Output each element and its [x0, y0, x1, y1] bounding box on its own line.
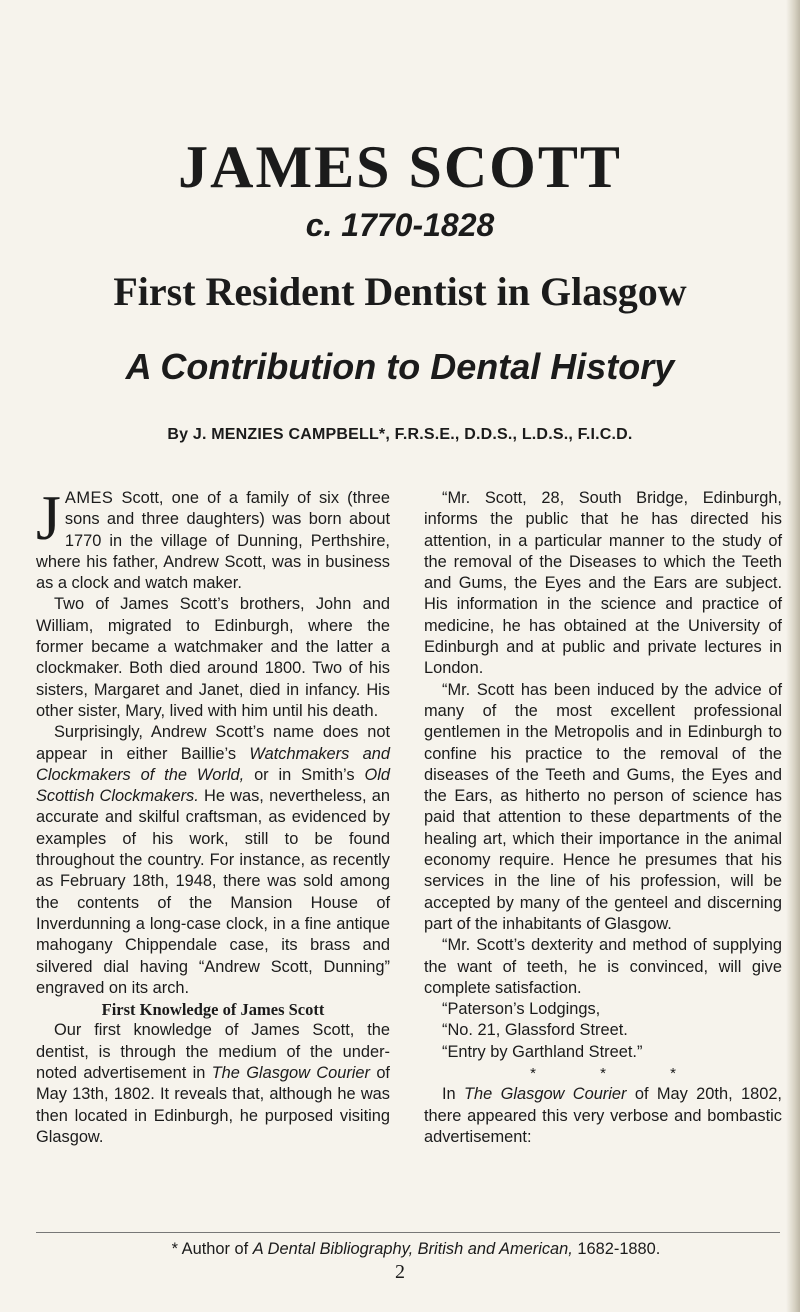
footnote: [36, 1238, 796, 1260]
advert-paragraph-3: “Mr. Scott’s dexterity and method of supplying the want of teeth, he is convinced, will give complete satisfaction.: [424, 936, 782, 997]
text-span: He was, nevertheless, an accurate and skilful craftsman, as evidenced by examples of his work, still to be found throughout the country. For instance, as recently as February 18th, 1948, there was sold among the contents of the Mansion House of Inverdunning a long-case clock, in a fine antique mahogany Chippendale case, its brass and silvered dial having “Andrew Scott, Dunning” engraved on its arch.: [36, 787, 390, 997]
paragraph-intro: [36, 482, 390, 594]
text-span: In: [442, 1085, 465, 1104]
author-byline: By J. MENZIES CAMPBELL*, F.R.S.E., D.D.S., L.D.S., F.I.C.D.: [167, 426, 633, 443]
footnote-rule: [36, 1232, 780, 1233]
article-dates: c. 1770-1828: [305, 207, 495, 243]
footnote-book-title: A Dental Bibliography, British and American,: [252, 1240, 573, 1258]
advert-paragraph-2: “Mr. Scott has been induced by the advice of many of the most excellent professional gentlemen in the Metropolis and in Edinburgh to confine his practice to the removal of the diseases of the Teeth and Gums, the Eyes and the Ears, as hitherto no person of science has paid that attention to these departments of the healing art, which their importance in the animal economy require. Hence he presumes that his services in the line of his profession, will be accepted by many of the genteel and discerning part of the inhabitants of Glasgow.: [424, 680, 782, 933]
advert-paragraph-1: “Mr. Scott, 28, South Bridge, Edinburgh, informs the public that he has directed his attention, in a particular manner to the study of the removal of the Diseases to which the Teeth and Gums, the Eyes and the Ears are subject. His information in the science and practice of medicine, he has obtained at the University of Edinburgh and at public and private lectures in London.: [424, 489, 782, 678]
footnote-text: * Author of: [171, 1240, 253, 1258]
advert-address-1: “Paterson’s Lodgings,: [442, 1000, 601, 1019]
text-span: Our first knowledge of James Scott, the dentist, is through the medium of the under-noted advertisement in: [36, 1021, 390, 1083]
newspaper-title: The Glasgow Courier: [464, 1085, 627, 1104]
text-span: Surprisingly, Andrew Scott’s name does not appear in either Baillie’s: [36, 723, 390, 763]
page-number: 2: [395, 1261, 405, 1283]
paragraph-second-advert: [424, 1084, 782, 1148]
text-span: of May 20th, 1802, there appeared this very verbose and bombastic advertisement:: [424, 1085, 782, 1146]
newspaper-title: The Glasgow Courier: [211, 1064, 371, 1083]
section-break-stars: * * *: [530, 1065, 706, 1083]
intro-text: Scott, one of a family of six (three sons and three daughters) was born about 1770 in the village of Dunning, Perthshire, where his father, Andrew Scott, was in business as a clock and watch maker.: [36, 489, 390, 593]
right-column: [424, 488, 782, 1148]
article-contribution-line: A Contribution to Dental History: [125, 346, 675, 387]
advert-address-3: “Entry by Garthland Street.”: [442, 1042, 643, 1061]
footnote-text: 1682-1880.: [572, 1240, 661, 1258]
paragraph-brothers: Two of James Scott’s brothers, John and William, migrated to Edinburgh, where the former became a watchmaker and the latter a clockmaker. Both died around 1800. Two of his sisters, Margaret and Janet, died in infancy. His other sister, Mary, lived with him until his death.: [36, 595, 390, 720]
text-span: of May 13th, 1802. It reveals that, although he was then located in Edinburgh, he purposed visiting Glasgow.: [36, 1064, 390, 1146]
text-span: or in Smith’s: [244, 765, 365, 784]
article-title: JAMES SCOTT: [178, 134, 622, 200]
left-column: [36, 482, 390, 1148]
drop-cap: J: [36, 482, 61, 553]
paragraph-andrew-scott: [36, 722, 390, 999]
article-subtitle: First Resident Dentist in Glasgow: [113, 269, 687, 314]
intro-smallcaps: AMES: [64, 489, 114, 507]
advert-address-2: “No. 21, Glassford Street.: [442, 1021, 628, 1040]
section-heading: First Knowledge of James Scott: [101, 1000, 325, 1020]
book-title-smith: Old Scottish Clockmakers.: [36, 765, 390, 806]
book-title-baillie: Watchmakers and Clockmakers of the World,: [36, 744, 390, 784]
paragraph-first-knowledge: [36, 1020, 390, 1148]
